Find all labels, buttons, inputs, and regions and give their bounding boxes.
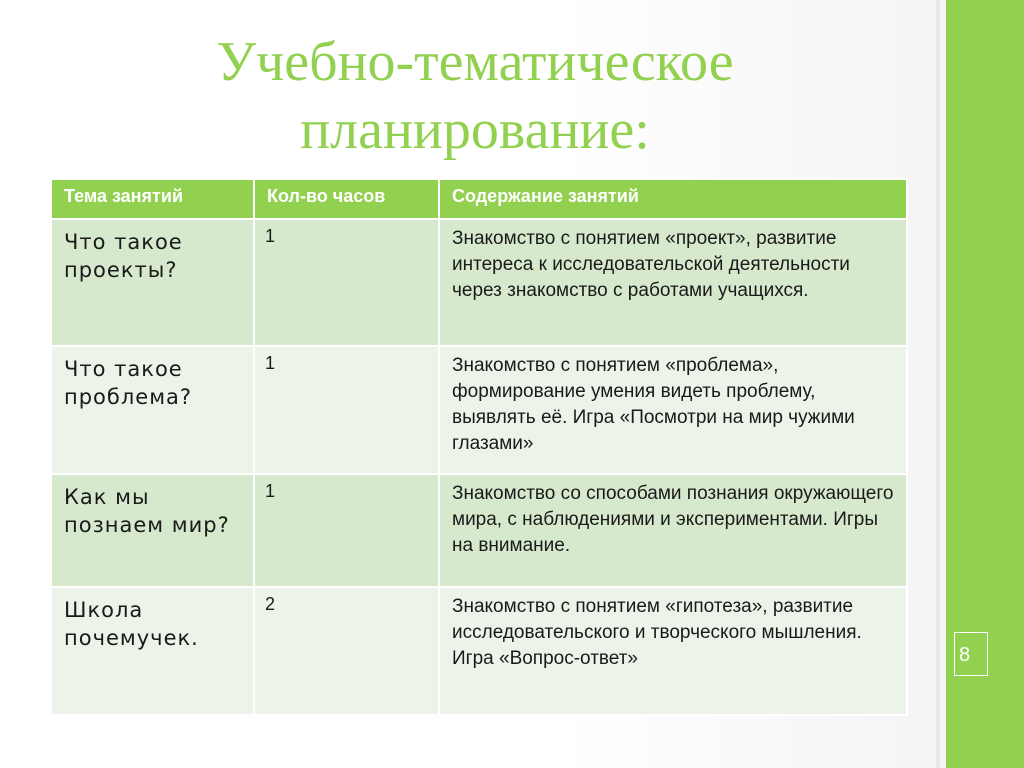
- row-hours: 1: [254, 346, 439, 474]
- row-content: Знакомство с понятием «проблема», формирование умения видеть проблему, выявлять её. Игра «Посмотри на мир чужими глазами»: [439, 346, 907, 474]
- row-content: Знакомство с понятием «гипотеза», развитие исследовательского и творческого мышления. Игра «Вопрос-ответ»: [439, 587, 907, 715]
- table-row: [51, 346, 907, 474]
- row-hours: 1: [254, 219, 439, 346]
- row-topic: Как мы познаем мир?: [51, 474, 254, 587]
- curriculum-table-container: [50, 178, 906, 716]
- table-header-row: [51, 179, 907, 219]
- slide-number: 8: [954, 632, 988, 676]
- slide-title: Учебно-тематическое планирование:: [216, 31, 734, 161]
- row-topic: Школа почемучек.: [51, 587, 254, 715]
- row-topic: Что такое проекты?: [51, 219, 254, 346]
- table-row: [51, 219, 907, 346]
- curriculum-table: [50, 178, 908, 716]
- row-content: Знакомство со способами познания окружающего мира, с наблюдениями и экспериментами. Игры на внимание.: [439, 474, 907, 587]
- table-row: [51, 474, 907, 587]
- row-hours: 1: [254, 474, 439, 587]
- header-hours: Кол-во часов: [254, 179, 439, 219]
- accent-divider: [936, 0, 940, 768]
- header-topic: Тема занятий: [51, 179, 254, 219]
- row-hours: 2: [254, 587, 439, 715]
- header-content: Содержание занятий: [439, 179, 907, 219]
- table-row: [51, 587, 907, 715]
- row-topic: Что такое проблема?: [51, 346, 254, 474]
- row-content: Знакомство с понятием «проект», развитие интереса к исследовательской деятельности через знакомство с работами учащихся.: [439, 219, 907, 346]
